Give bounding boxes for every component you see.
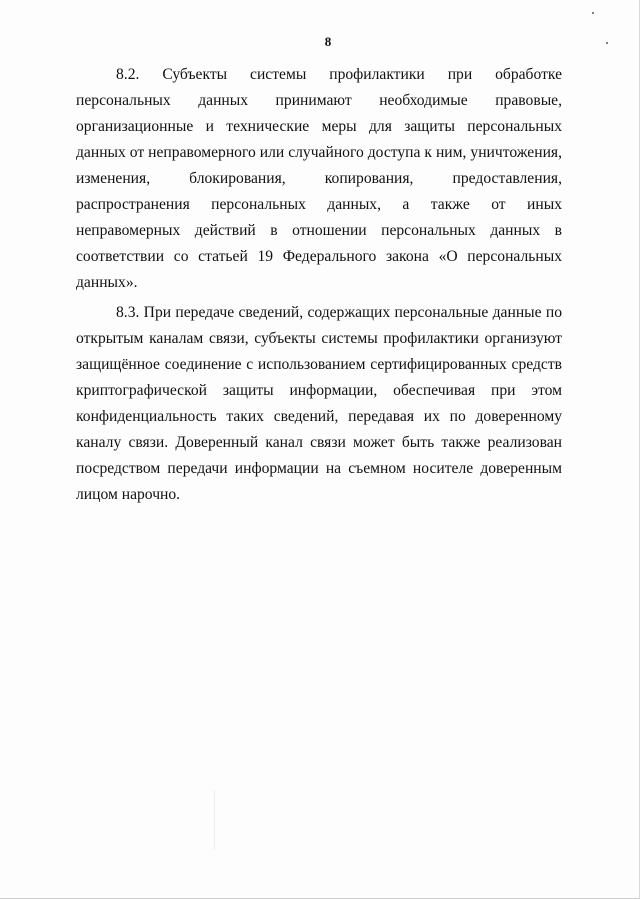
scan-artifact-line <box>214 790 215 850</box>
paragraph-8-2: 8.2. Субъекты системы профилактики при обработке персональных данных принимают необходимые правовые, организационные и технические меры для защиты персональных данных от неправомерного или случайного доступа к ним, уничтожения, изменения, блокирования, копирования, предоставления, распространения персональных данных, а также от иных неправомерных действий в отношении персональных данных в соответствии со статьей 19 Федерального закона «О персональных данных». <box>76 66 562 291</box>
document-body <box>76 62 562 512</box>
page-number: 8 <box>324 34 332 49</box>
scan-artifact-dot <box>592 12 594 14</box>
paragraph-8-3: 8.3. При передаче сведений, содержащих персональные данные по открытым каналам связи, субъекты системы профилактики организуют защищённое соединение с использованием сертифицированных средств криптографической защиты информации, обеспечивая при этом конфиденциальность таких сведений, передавая их по доверенному каналу связи. Доверенный канал связи может быть также реализован посредством передачи информации на съемном носителе доверенным лицом нарочно. <box>76 304 562 503</box>
